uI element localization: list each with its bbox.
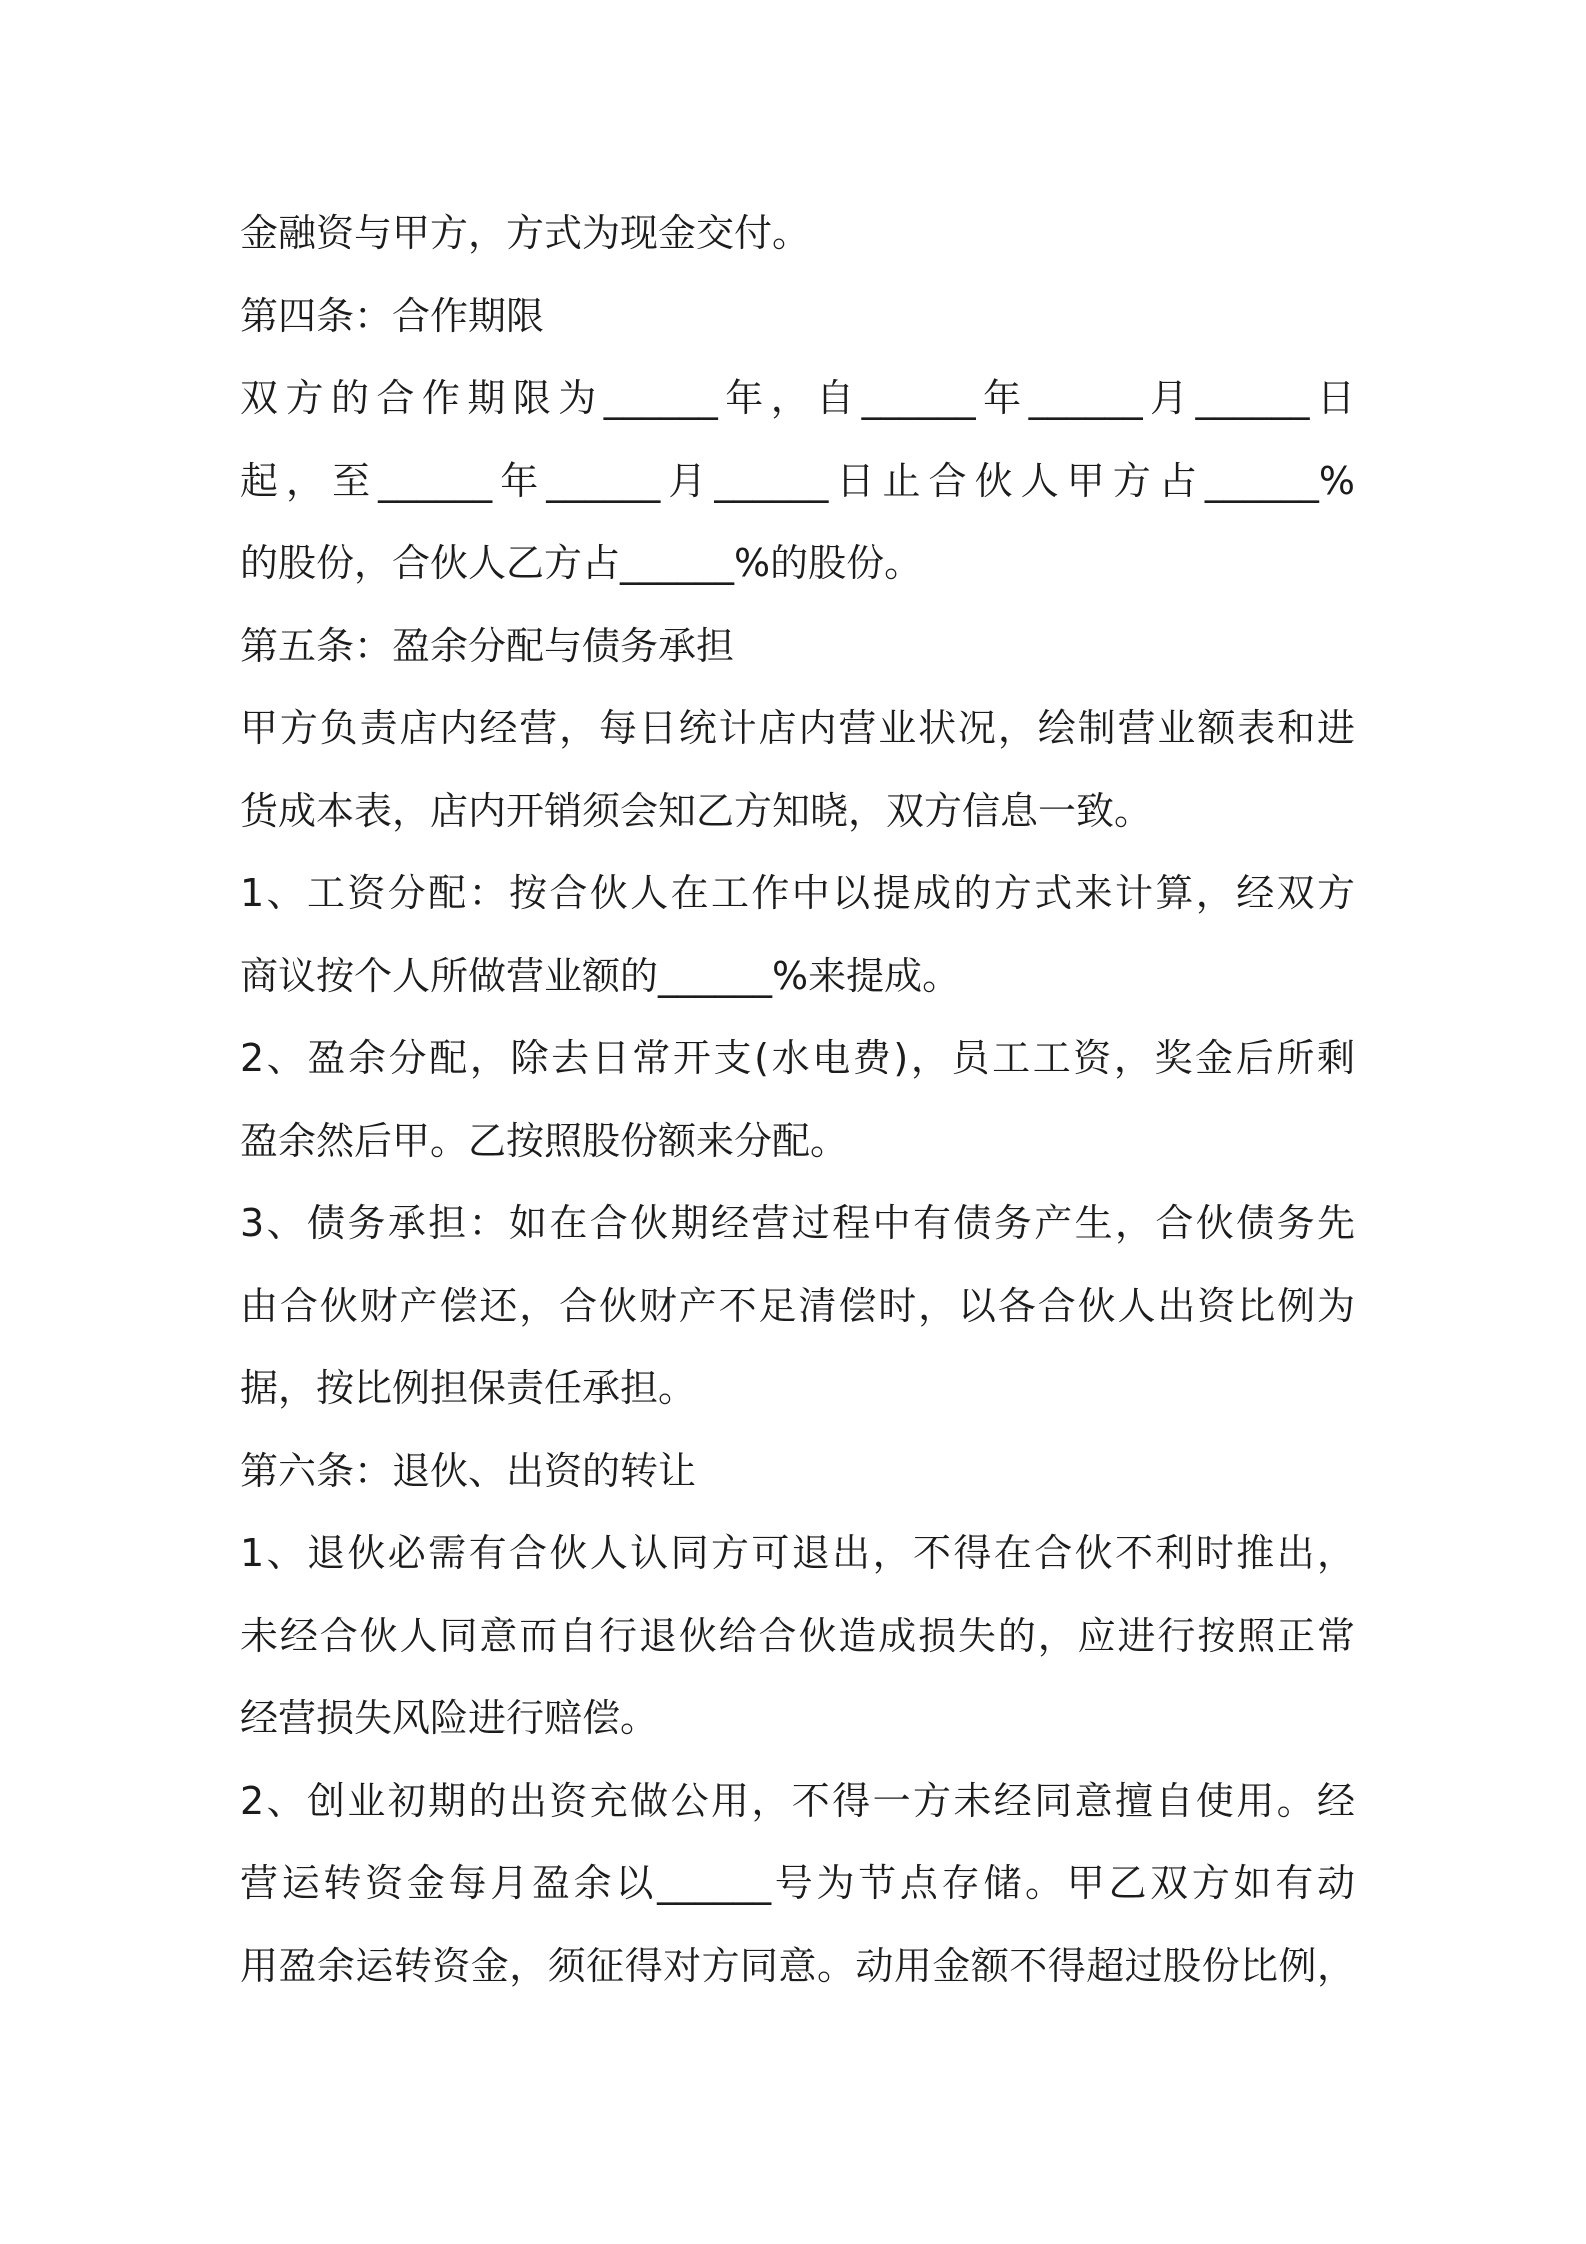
article-heading: 第五条：盈余分配与债务承担: [240, 623, 735, 668]
article-heading: 第六条：退伙、出资的转让: [240, 1448, 697, 1493]
paragraph-line: 双方的合作期限为______年，自______年______月______日: [240, 376, 1355, 420]
paragraph-line: 经营损失风险进行赔偿。: [240, 1696, 659, 1740]
paragraph-line: 未经合伙人同意而自行退伙给合伙造成损失的，应进行按照正常: [240, 1613, 1355, 1658]
paragraph-line: 营运转资金每月盈余以______号为节点存储。甲乙双方如有动: [240, 1861, 1355, 1905]
paragraph-line: 的股份，合伙人乙方占______%的股份。: [240, 541, 923, 585]
paragraph-line: 金融资与甲方，方式为现金交付。: [240, 211, 811, 255]
paragraph-line: 货成本表，店内开销须会知乙方知晓，双方信息一致。: [240, 788, 1153, 833]
paragraph-line: 由合伙财产偿还，合伙财产不足清偿时，以各合伙人出资比例为: [240, 1283, 1355, 1328]
paragraph-line: 起，至______年______月______日止合伙人甲方占______%: [240, 458, 1355, 503]
paragraph-line: 盈余然后甲。乙按照股份额来分配。: [240, 1118, 849, 1163]
paragraph-line: 用盈余运转资金，须征得对方同意。动用金额不得超过股份比例，: [240, 1943, 1355, 1988]
paragraph-line: 商议按个人所做营业额的______%来提成。: [240, 953, 961, 998]
paragraph-line: 甲方负责店内经营，每日统计店内营业状况，绘制营业额表和进: [240, 706, 1355, 750]
paragraph-line: 2、创业初期的出资充做公用，不得一方未经同意擅自使用。经: [240, 1778, 1355, 1823]
paragraph-line: 2、盈余分配，除去日常开支(水电费)，员工工资，奖金后所剩: [240, 1036, 1355, 1080]
article-heading: 第四条：合作期限: [240, 293, 545, 338]
paragraph-line: 1、工资分配：按合伙人在工作中以提成的方式来计算，经双方: [240, 871, 1355, 915]
paragraph-line: 据，按比例担保责任承担。: [240, 1366, 697, 1410]
paragraph-line: 1、退伙必需有合伙人认同方可退出，不得在合伙不利时推出，: [240, 1531, 1355, 1575]
document-body: [240, 192, 1355, 2007]
paragraph-line: 3、债务承担：如在合伙期经营过程中有债务产生，合伙债务先: [240, 1201, 1355, 1245]
